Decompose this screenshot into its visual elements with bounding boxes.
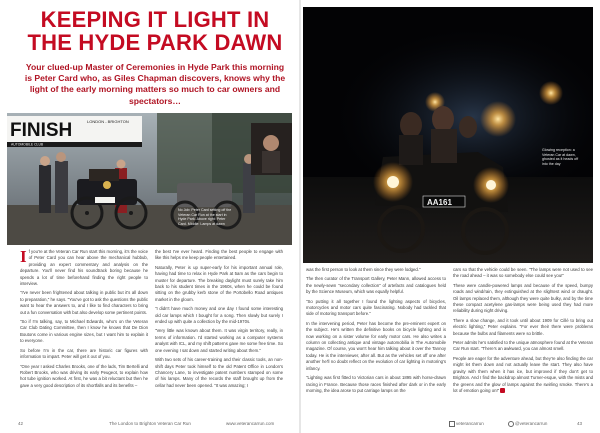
start-line-photo <box>7 113 292 245</box>
body-paragraph: People are eager for the adventure ahead, but they're also finding the car might let them down and not actually leave the start. They also have gravity with them when it has ice, but improved if they don't get to Brighton. And I find the backdrop almost Turner-esque, with the mists and the greens and the glow of lamps against the swirling smoke. There's a lot of emotion going on!" <box>453 355 593 393</box>
article-standfirst: Your clued-up Master of Ceremonies in Hyde Park this morning is Peter Card who, as Giles Chapman discovers, knows why the light of the early morning matters so much to car owners and spectators… <box>24 62 286 106</box>
body-paragraph: "Lighting was first fitted to Victorian cars in about 1895 with horse-drawn racing in France. Because those races finished after dark or in the early morning, the idea arose to put carriage lamps on the <box>306 375 446 393</box>
left-footer-title: The London to Brighton Veteran Car Run <box>109 421 191 426</box>
footer-social-twitter: @veterancarrun <box>508 421 547 427</box>
right-page-number: 43 <box>577 421 583 426</box>
body-paragraph: "One year I asked Charles Brooks, one of the lads, Tim Bertelli and Robert Brooks, who was driving its early Peugeot, to explain how hot tube ignition worked. At first, he was a bit reluctant but then he gave a very good description of its shortfalls and its benefits – <box>20 363 148 388</box>
footer-social-facebook: veterancarrun <box>449 421 484 427</box>
left-photo-caption: No Job: Peter Card setting off the Veteran Car Run at the start in Hyde Park. Above right: Peter Card. Middle: Lamps at dawn <box>178 208 232 226</box>
body-column-2 <box>155 249 283 392</box>
body-paragraph: There a slow change, and it took until about 1909 for Cillé to bring out electric lighting," Peter explains. "For ever their there were problems because the bulbs and filaments were so brittle. <box>453 317 593 336</box>
number-plate-text: AA161 <box>427 198 452 207</box>
body-paragraph: "I didn't have much money and one day I found some interesting old car lamps which I bought for a song. Then slowly but surely I ended up with quite a collection by the mid-1970s. <box>155 306 283 325</box>
body-paragraph: the best I've ever heard. Finding the best people to engage with like this helps me keep people entertained. <box>155 249 283 261</box>
left-footer-url: www.veterancarrun.com <box>226 421 275 426</box>
banner-club-text: AUTOMOBILE CLUB <box>11 142 44 147</box>
twitter-icon <box>508 421 514 427</box>
body-paragraph: In the intervening period, Peter has become the pre-eminent expert on the subject. He's written the definitive books on bicycle lighting and is now working on a sister volume for early motor cars. He also writes a column on collecting antique and vintage automobilia in The Automobile magazine. Of course, you won't hear him talking about it over the Tannoy today. He is the interviewer, after all. But as the vehicles set off one after another he'll no doubt reflect on the evolution of car lighting in motoring's infancy. <box>306 320 446 371</box>
headline-line-2: THE HYDE PARK DAWN <box>27 30 283 55</box>
body-paragraph: "So if I'm talking, say, to Michael Edwards, who's on the Veteran Car Club Dating Committee, then I know he knows that De Dion Boutons come in various engine sizes, but I want him to explain it to everyone. <box>20 319 148 344</box>
body-paragraph: If you're at the Veteran Car Run start this morning, it's the voice of Peter Card you can hear above the mechanical hubbub, providing an expert commentary and analysis on the departure. You'll never find his soundtrack boring because he spends a lot of time beforehand finding the right people to interview. <box>20 247 148 287</box>
facebook-icon <box>449 421 455 427</box>
body-paragraph: was the first person to look at them since they were lodged." <box>306 267 421 272</box>
dawn-car-photo <box>303 7 593 263</box>
article-headline <box>20 8 290 54</box>
body-column-3 <box>306 267 446 397</box>
body-paragraph: These were candle-powered lamps and because of the speed, bumpy roads and wind/rain, they extinguished at the slightest wind or draught. Oil lamps replaced them, although they were quite bulky, and by the time these compact acetylene gas-lamps were being used they had more reliability during night driving. <box>453 282 593 314</box>
body-paragraph: "So putting it all together I found the lighting aspects of bicycles, motorcycles and motor cars quite fascinating. Nobody had tackled that side of motoring transport before." <box>306 298 446 317</box>
body-paragraph: "Very little was known about them. It was virgin territory, really, in terms of information. I'd started working as a computer systems analyst with ICL, and my shift patterns gave me some free time. So one evening I sat down and started writing about them." <box>155 328 283 353</box>
right-photo-caption: Glowing reception: a Veteran Car at dawn, ghosted as it heads off into the day <box>542 148 579 166</box>
finish-banner-text: FINISH <box>10 120 73 141</box>
banner-route-text: LONDON - BRIGHTON <box>87 119 129 124</box>
body-paragraph: With two sets of his career-training and their classic tools, an non-shift days Peter took himself to the old Patent Office in London's Chancery Lane, to investigate patent numbers stamped on some of his lamps. Many of the records the staff brought up from the cellar had never been opened. "It was amazing; I <box>155 357 283 388</box>
article-end-mark-icon <box>500 388 505 393</box>
body-column-4 <box>453 267 593 397</box>
drop-cap: I <box>20 247 27 266</box>
body-column-1 <box>20 249 148 392</box>
body-paragraph: cars so that the vehicle could be seen. "The lamps were not used to see the road ahead – it was so somebody else could see you!" <box>453 267 593 279</box>
start-line-photo-illustration <box>7 113 292 245</box>
body-paragraph: So before I'm in the car, there are historic car figures with information to impart. Peter will get it out of you. <box>20 347 148 360</box>
page-gutter <box>299 0 301 433</box>
body-paragraph: Peter admits he's satisfied to the unique atmosphere found at the Veteran Car Run start. "There's an awkward, you can almost smell. <box>453 340 593 352</box>
body-paragraph: Naturally, Peter is up super-early for his important annual role, having had time to relax in Hyde Park at 5am as the cars begin to muster for departure. The breaking daylight must surely take him back to his student times in the 1960s, when he could be found sitting on the grubby kerb stone of the Portobello Road antiques market in the gloom. <box>155 264 283 302</box>
headline-line-1: KEEPING IT LIGHT IN <box>40 7 270 32</box>
body-paragraph: "I've never been frightened about talking in public but it's all down to preparation," he says. "You've got to ask the questions the public want to hear the answers to, and I like to find characters to bring out a fun conversation with but also develop some pertinent points. <box>20 290 148 315</box>
left-page-number: 42 <box>18 421 24 426</box>
dawn-car-photo-illustration <box>303 7 593 263</box>
body-paragraph: The then curator of the Transport Gallery, Peter Mann, allowed access to the newly-sewn "secondary collection" of artefacts and catalogues held by the Science Museum, which was equally helpful. <box>306 276 446 295</box>
